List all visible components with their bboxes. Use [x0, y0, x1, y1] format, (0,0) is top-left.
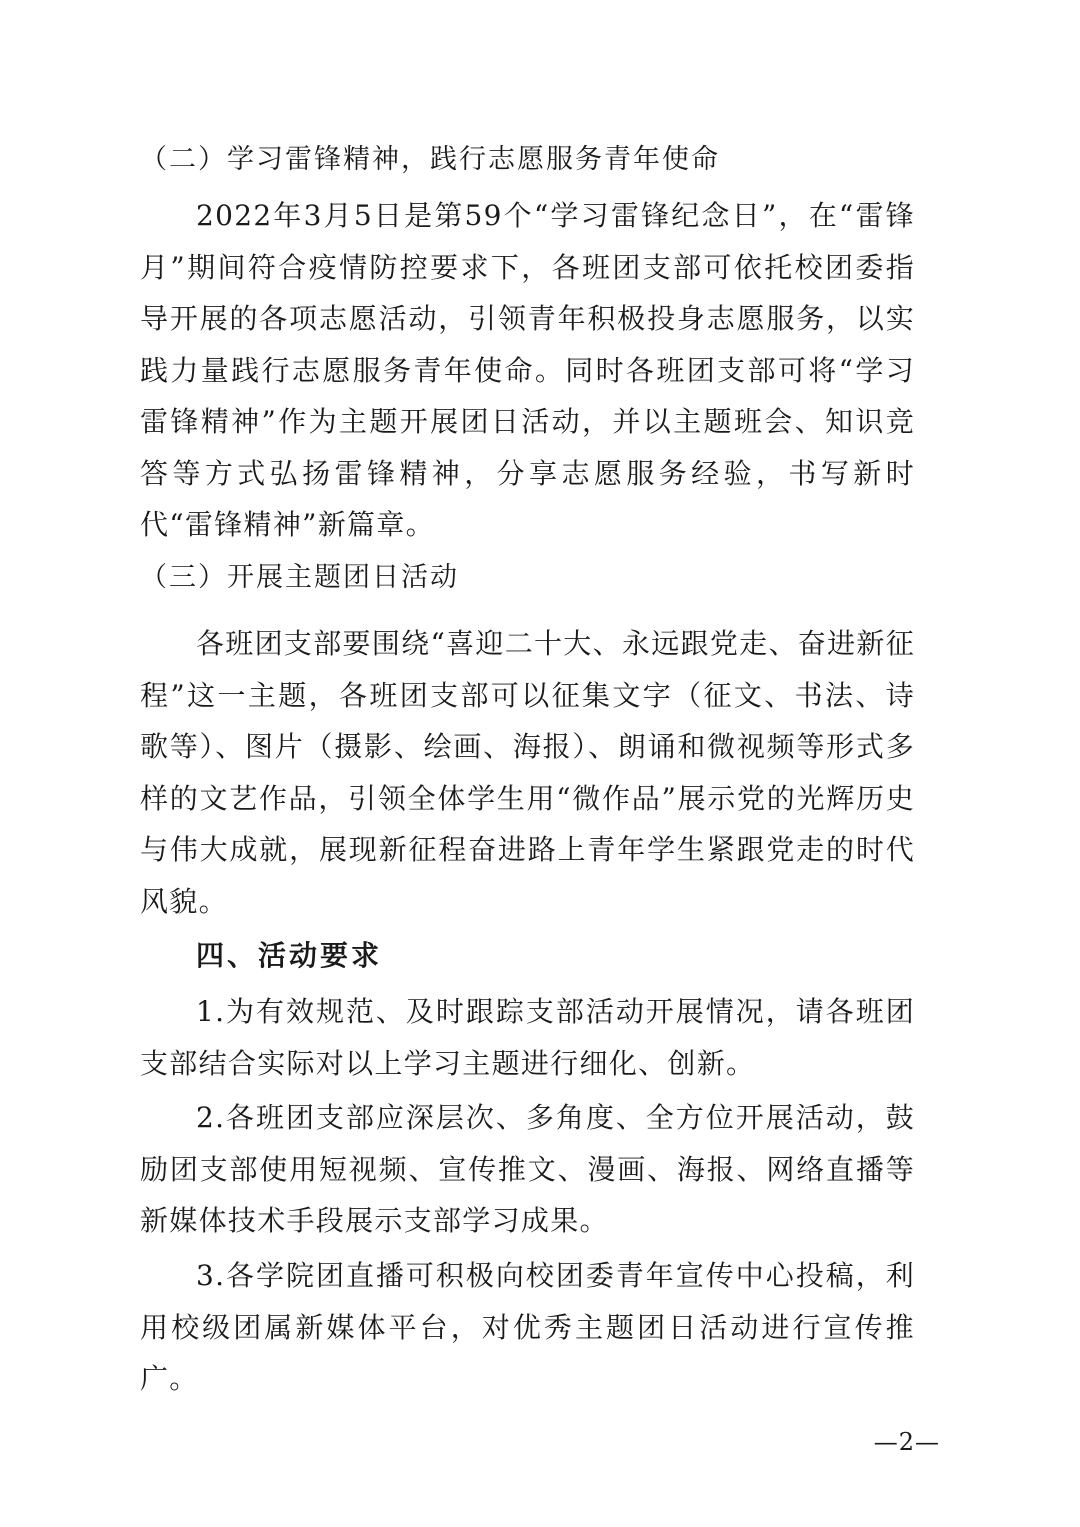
section-paragraph-2: 2022年3月5日是第59个“学习雷锋纪念日”，在“雷锋月”期间符合疫情防控要求下，各班团支部可依托校团委指导开展的各项志愿活动，引领青年积极投身志愿服务，以实践力量践行志愿服务青年使命。同时各班团支部可将“学习雷锋精神”作为主题开展团日活动，并以主题班会、知识竞答等方式弘扬雷锋精神，分享志愿服务经验，书写新时代“雷锋精神”新篇章。 [140, 199, 915, 541]
requirement-item-2: 2.各班团支部应深层次、多角度、全方位开展活动，鼓励团支部使用短视频、宣传推文、漫画、海报、网络直播等新媒体技术手段展示支部学习成果。 [140, 1101, 915, 1237]
section-heading-2: （二）学习雷锋精神，践行志愿服务青年使命 [140, 144, 720, 175]
section-paragraph-3: 各班团支部要围绕“喜迎二十大、永远跟党走、奋进新征程”这一主题，各班团支部可以征集文字（征文、书法、诗歌等）、图片（摄影、绘画、海报）、朗诵和微视频等形式多样的文艺作品，引领全体学生用“微作品”展示党的光辉历史与伟大成就，展现新征程奋进路上青年学生紧跟党走的时代风貌。 [140, 627, 915, 918]
requirement-item-3: 3.各学院团直播可积极向校团委青年宣传中心投稿，利用校级团属新媒体平台，对优秀主题团日活动进行宣传推广。 [140, 1259, 915, 1395]
section-heading-3: （三）开展主题团日活动 [140, 562, 459, 593]
section-heading-4: 四、活动要求 [196, 939, 383, 972]
requirement-item-1: 1.为有效规范、及时跟踪支部活动开展情况，请各班团支部结合实际对以上学习主题进行细化、创新。 [140, 995, 915, 1080]
page-number: —2— [873, 1428, 940, 1456]
